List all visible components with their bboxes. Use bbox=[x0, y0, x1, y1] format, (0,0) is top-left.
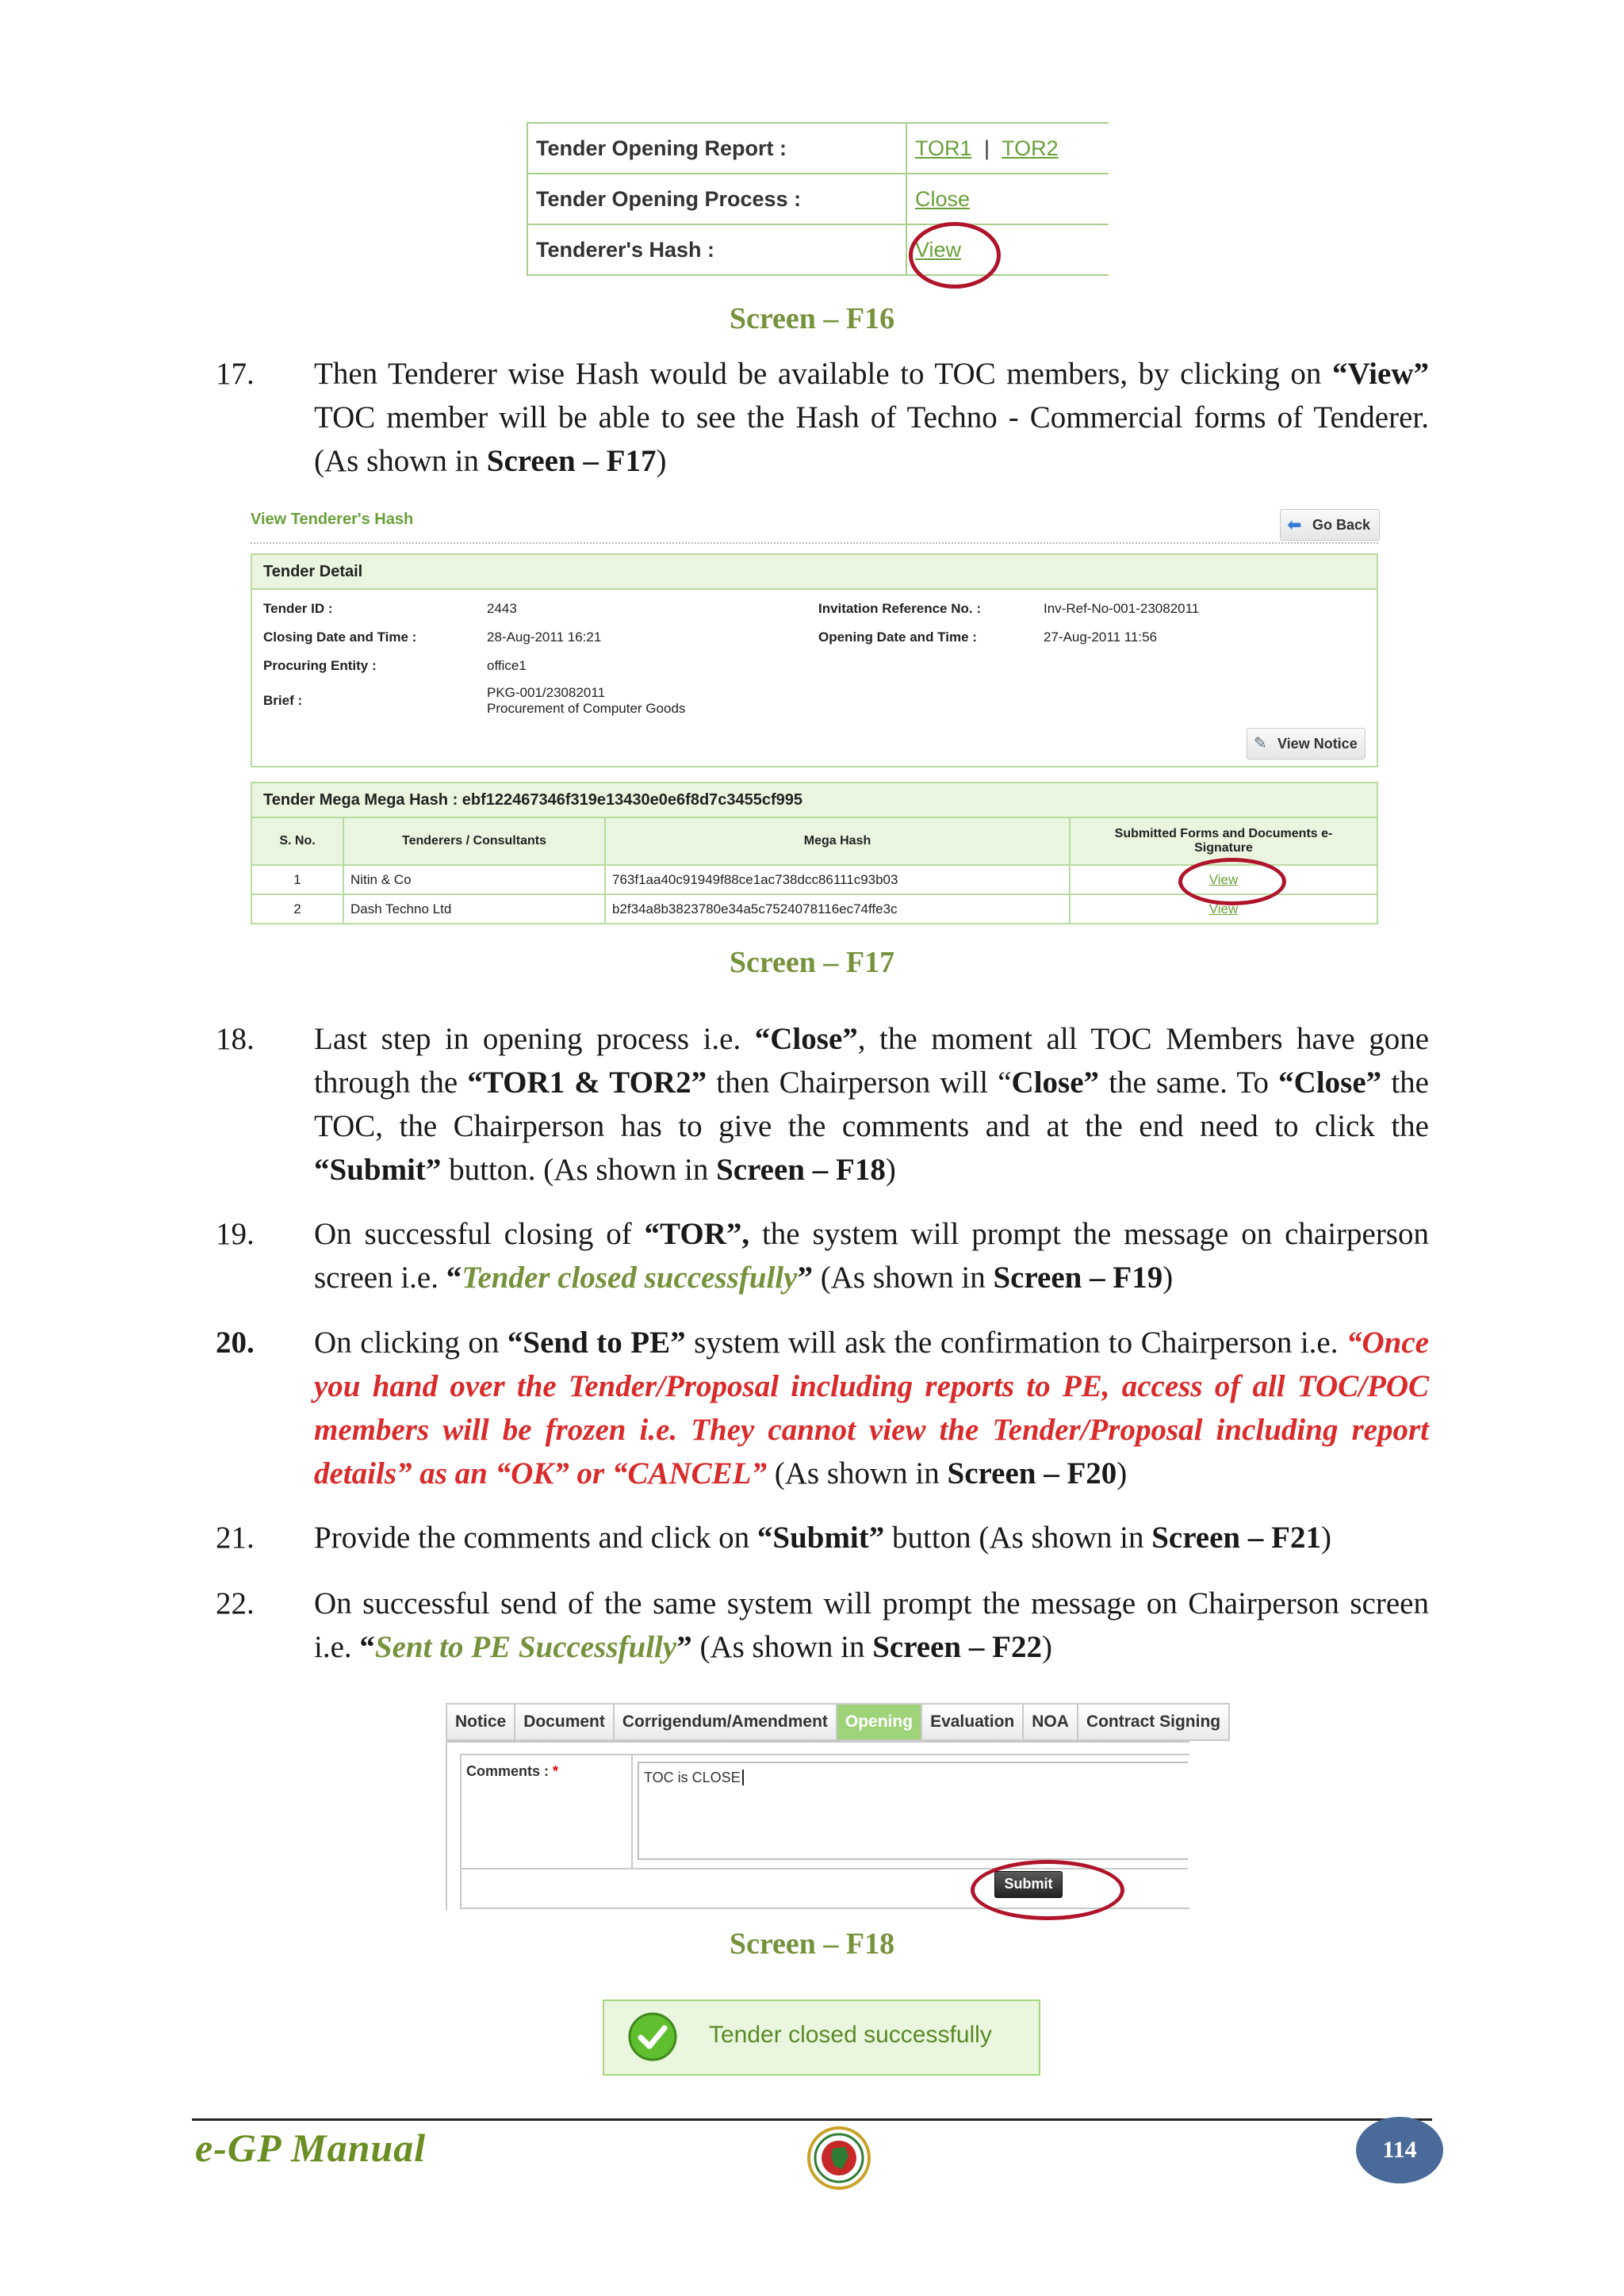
text: button (As shown in bbox=[884, 1521, 1152, 1555]
go-back-label: Go Back bbox=[1312, 517, 1371, 533]
tender-detail-panel bbox=[251, 553, 1378, 767]
tenderer-hash-label: Tenderer's Hash : bbox=[527, 224, 906, 275]
table-row bbox=[527, 123, 1109, 174]
text: ) bbox=[1041, 1630, 1052, 1664]
tab-evaluation[interactable]: Evaluation bbox=[921, 1703, 1022, 1741]
item-number: 22. bbox=[216, 1586, 255, 1621]
text: Last step in opening process i.e. bbox=[314, 1022, 755, 1056]
brief-value: Procurement of Computer Goods bbox=[487, 701, 686, 716]
tenderer-name: Nitin & Co bbox=[343, 865, 605, 894]
field-label: Opening Date and Time : bbox=[818, 629, 977, 645]
panel-header: Tender Mega Mega Hash : ebf122467346f319e13430e0e6f8d7c3455cf995 bbox=[252, 783, 1377, 817]
tab-contract-signing[interactable]: Contract Signing bbox=[1077, 1703, 1230, 1741]
divider bbox=[631, 1754, 633, 1868]
footer-brand: e-GP Manual bbox=[195, 2126, 427, 2170]
text: ) bbox=[656, 444, 667, 478]
highlight-ring bbox=[909, 222, 1001, 289]
text-bold: Screen – F17 bbox=[486, 444, 657, 478]
text: , the moment all TOC Members have gone through the bbox=[314, 1022, 1430, 1100]
text-bold: “TOR”, bbox=[644, 1217, 750, 1251]
check-circle-icon bbox=[626, 2011, 679, 2063]
text: Provide the comments and click on bbox=[314, 1521, 757, 1555]
text: ) bbox=[1162, 1261, 1174, 1295]
caption-f18: Screen – F18 bbox=[729, 1927, 895, 1961]
text-bold: “ bbox=[359, 1630, 375, 1664]
text-bold: “Submit” bbox=[314, 1153, 442, 1187]
caption-f17: Screen – F17 bbox=[729, 946, 895, 979]
serial-number: 2 bbox=[251, 894, 343, 924]
procuring-entity-value: office1 bbox=[487, 658, 527, 673]
tor1-link[interactable]: TOR1 bbox=[915, 136, 972, 160]
text-bold: “ bbox=[446, 1261, 462, 1295]
item-number: 17. bbox=[216, 357, 255, 391]
comments-label bbox=[466, 1763, 558, 1780]
text: ) bbox=[885, 1153, 896, 1187]
opening-process-label: Tender Opening Process : bbox=[527, 174, 906, 224]
text-bold: Screen – F20 bbox=[947, 1456, 1117, 1490]
required-mark: * bbox=[553, 1763, 559, 1779]
field-label: Invitation Reference No. : bbox=[818, 601, 981, 616]
text: Then Tenderer wise Hash would be available to TOC members, by clicking on bbox=[314, 357, 1332, 391]
text: On successful closing of bbox=[314, 1217, 645, 1251]
link-separator: | bbox=[984, 136, 990, 160]
mega-hash-value: b2f34a8b3823780e34a5c7524078116ec74ffe3c bbox=[605, 894, 1070, 924]
text-bold: “View” bbox=[1331, 357, 1429, 391]
divider bbox=[251, 542, 1378, 544]
tor-label: Tender Opening Report : bbox=[527, 123, 906, 174]
view-notice-label: View Notice bbox=[1277, 736, 1358, 752]
tab-corrigendum[interactable]: Corrigendum/Amendment bbox=[613, 1703, 836, 1741]
notice-icon: ✎ bbox=[1254, 735, 1267, 752]
comments-textarea[interactable] bbox=[638, 1762, 1188, 1860]
brief-value: PKG-001/23082011 bbox=[487, 685, 606, 700]
text: On successful send of the same system will prompt the message on Chairperson screen i.e. bbox=[314, 1586, 1429, 1664]
item-number: 21. bbox=[216, 1521, 255, 1555]
text: ) bbox=[1116, 1456, 1128, 1490]
table-row bbox=[527, 224, 1109, 275]
text: the TOC, the Chairperson has to give the comments and at the end need to click the bbox=[314, 1066, 1429, 1143]
page-number: 114 bbox=[1356, 2117, 1443, 2183]
back-arrow-icon: ⬅ bbox=[1287, 515, 1302, 534]
text-bold: “Close” bbox=[1278, 1066, 1382, 1100]
text: TOC member will be able to see the Hash of Techno - Commercial forms of Tenderer. (As shown in bbox=[314, 400, 1429, 478]
text: the same. To bbox=[1099, 1066, 1279, 1100]
text-cursor bbox=[742, 1770, 744, 1785]
tab-notice[interactable]: Notice bbox=[446, 1703, 514, 1741]
field-label: Brief : bbox=[263, 693, 303, 708]
text: the system will prompt the message on chairperson screen i.e. bbox=[314, 1217, 1429, 1295]
item-number: 18. bbox=[216, 1022, 255, 1056]
view-notice-button[interactable] bbox=[1247, 728, 1365, 760]
tor-links bbox=[906, 123, 1109, 174]
success-message-text: Sent to PE Successfully bbox=[374, 1630, 677, 1664]
success-message: Tender closed successfully bbox=[709, 2022, 992, 2048]
footer-rule bbox=[192, 2118, 1432, 2121]
text-bold: Screen – F18 bbox=[716, 1153, 886, 1187]
text: On clicking on bbox=[314, 1326, 508, 1360]
government-seal-icon bbox=[806, 2125, 872, 2191]
tab-opening[interactable]: Opening bbox=[836, 1703, 921, 1741]
tab-document[interactable]: Document bbox=[514, 1703, 613, 1741]
comments-value: TOC is CLOSE bbox=[644, 1770, 741, 1785]
text: (As shown in bbox=[812, 1261, 994, 1295]
field-label: Tender ID : bbox=[263, 601, 333, 616]
text: then Chairperson will “ bbox=[707, 1066, 1012, 1100]
success-message-box bbox=[603, 1999, 1040, 2076]
view-hash-link[interactable]: View bbox=[915, 237, 962, 262]
tender-opening-table bbox=[527, 122, 1109, 276]
text: button. (As shown in bbox=[441, 1153, 717, 1187]
highlight-ring bbox=[971, 1860, 1124, 1920]
field-label: Closing Date and Time : bbox=[263, 629, 417, 645]
page-title: View Tenderer's Hash bbox=[251, 511, 414, 528]
text-bold: Screen – F22 bbox=[872, 1630, 1042, 1664]
text: system will ask the confirmation to Chairperson i.e. bbox=[685, 1326, 1347, 1360]
tender-id-value: 2443 bbox=[487, 601, 517, 616]
table-header-row bbox=[251, 817, 1377, 865]
go-back-button[interactable] bbox=[1280, 509, 1380, 541]
view-signature-link[interactable]: View bbox=[1208, 871, 1239, 887]
confirmation-text: “Once you hand over the Tender/Proposal including reports to PE, access of all TOC/POC members will be frozen i.e. They cannot view the Tender/Proposal including report details” as an “OK” or “CANCEL” bbox=[314, 1326, 1429, 1490]
success-message-text: Tender closed successfully bbox=[462, 1261, 798, 1295]
highlight-ring bbox=[1178, 858, 1286, 905]
text-bold: Close” bbox=[1011, 1066, 1100, 1100]
column-header: Submitted Forms and Documents e-Signature bbox=[1070, 817, 1377, 865]
tor2-link[interactable]: TOR2 bbox=[1002, 136, 1059, 160]
mega-hash-value: 763f1aa40c91949f88ce1ac738dcc86111c93b03 bbox=[605, 865, 1070, 894]
table-row bbox=[527, 174, 1109, 224]
text-bold: ” bbox=[797, 1261, 813, 1295]
text-bold: “Close” bbox=[754, 1022, 858, 1056]
field-label: Procuring Entity : bbox=[263, 658, 377, 673]
text-bold: Screen – F21 bbox=[1151, 1521, 1321, 1555]
tender-tabs bbox=[446, 1703, 1230, 1741]
opening-date-value: 27-Aug-2011 11:56 bbox=[1044, 629, 1158, 645]
tenderer-name: Dash Techno Ltd bbox=[343, 894, 605, 924]
text-bold: ” bbox=[676, 1630, 692, 1664]
text: ) bbox=[1320, 1521, 1331, 1555]
closing-date-value: 28-Aug-2011 16:21 bbox=[487, 629, 602, 645]
serial-number: 1 bbox=[251, 865, 343, 894]
text: (As shown in bbox=[767, 1456, 948, 1490]
column-header: S. No. bbox=[251, 817, 343, 865]
tab-noa[interactable]: NOA bbox=[1022, 1703, 1077, 1741]
caption-f16: Screen – F16 bbox=[729, 302, 895, 335]
column-header: Mega Hash bbox=[605, 817, 1070, 865]
invitation-ref-value: Inv-Ref-No-001-23082011 bbox=[1044, 601, 1200, 616]
item-number: 19. bbox=[216, 1217, 255, 1251]
close-link[interactable]: Close bbox=[915, 186, 971, 211]
text-bold: “TOR1 & TOR2” bbox=[467, 1066, 707, 1100]
text-bold: “Submit” bbox=[756, 1521, 885, 1555]
view-signature-link[interactable]: View bbox=[1208, 901, 1239, 916]
comments-label-text: Comments : bbox=[466, 1763, 550, 1779]
text: (As shown in bbox=[691, 1630, 873, 1664]
mega-hash-panel bbox=[251, 782, 1378, 818]
column-header: Tenderers / Consultants bbox=[343, 817, 605, 865]
item-number: 20. bbox=[216, 1326, 255, 1360]
panel-header: Tender Detail bbox=[252, 555, 1377, 590]
text-bold: “Send to PE” bbox=[507, 1326, 686, 1360]
submit-button[interactable]: Submit bbox=[994, 1871, 1063, 1898]
text-bold: Screen – F19 bbox=[993, 1261, 1163, 1295]
